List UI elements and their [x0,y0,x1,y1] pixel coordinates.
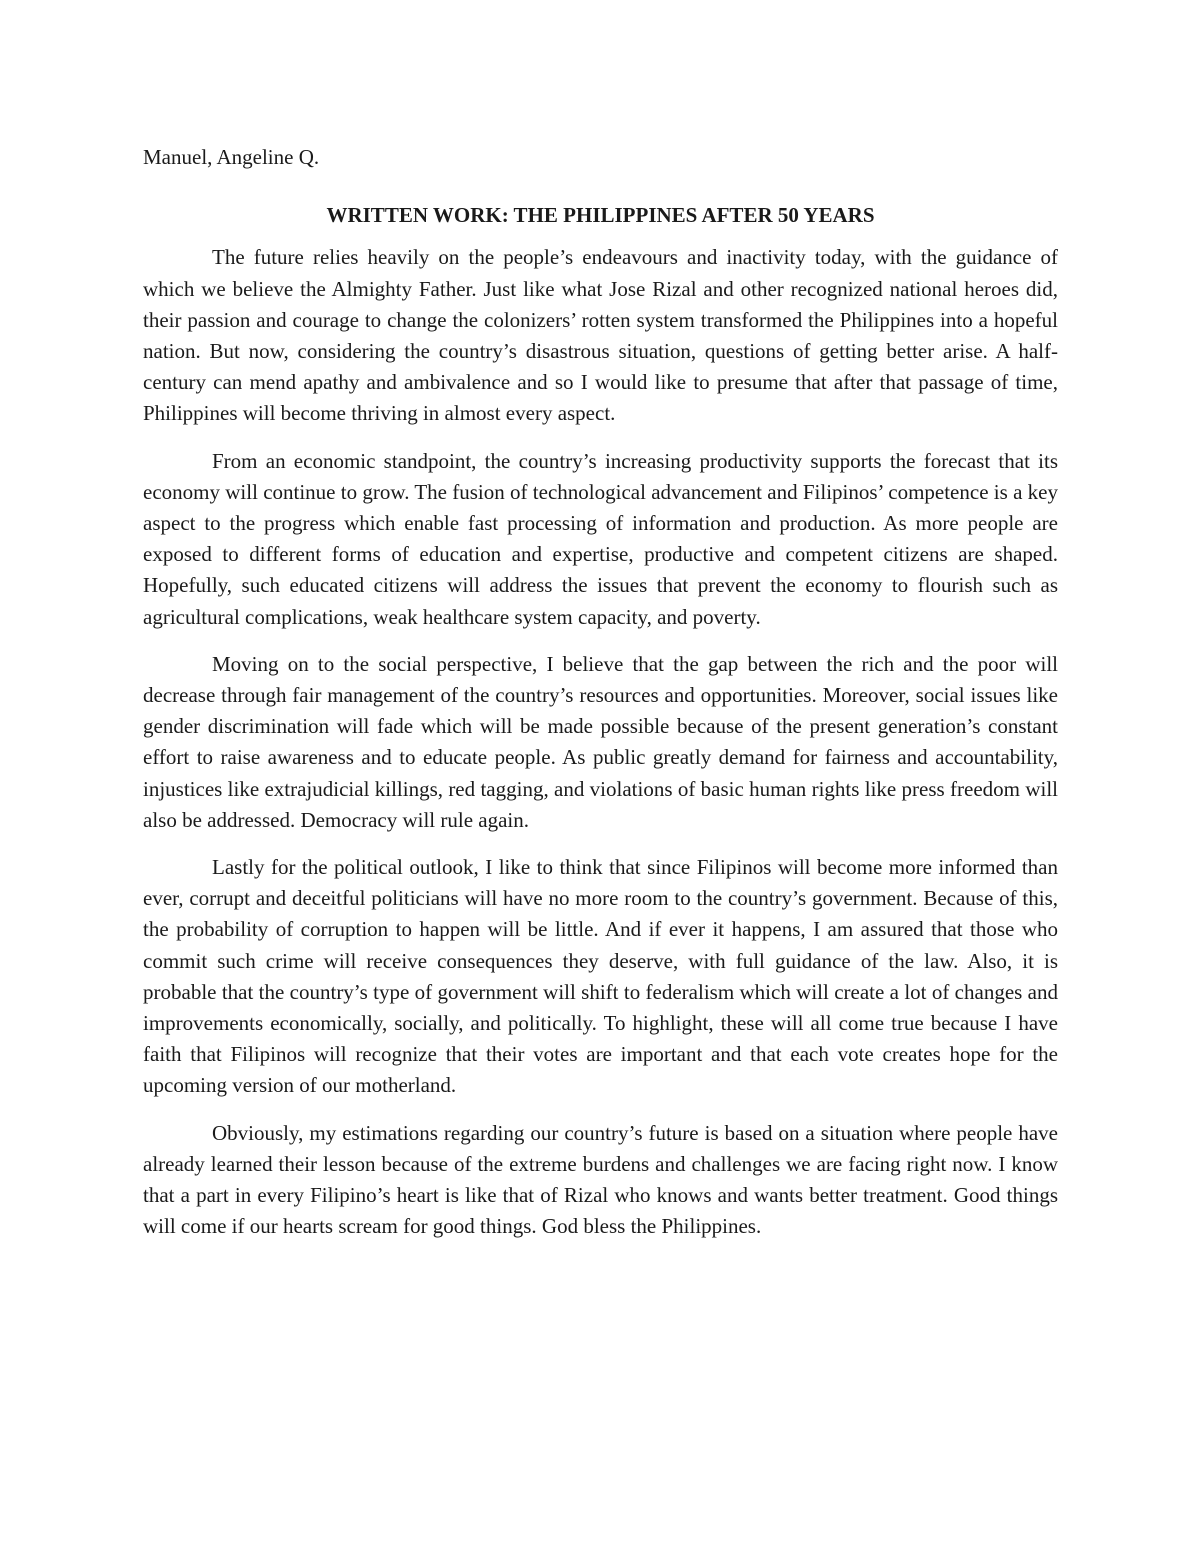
paragraph-political: Lastly for the political outlook, I like to think that since Filipinos will become more informed than ever, corrupt and deceitful politicians will have no more room to the country’s government. Because of this, the probability of corruption to happen will be little. And if ever it happens, I am assured that those who commit such crime will receive consequences they deserve, with full guidance of the law. Also, it is probable that the country’s type of government will shift to federalism which will create a lot of changes and improvements economically, socially, and politically. To highlight, these will all come true because I have faith that Filipinos will recognize that their votes are important and that each vote creates hope for the upcoming version of our motherland. [143,855,1058,1098]
paragraph-social: Moving on to the social perspective, I believe that the gap between the rich and the poor will decrease through fair management of the country’s resources and opportunities. Moreover, social issues like gender discrimination will fade which will be made possible because of the present generation’s constant effort to raise awareness and to educate people. As public greatly demand for fairness and accountability, injustices like extrajudicial killings, red tagging, and violations of basic human rights like press freedom will also be addressed. Democracy will rule again. [143,651,1058,832]
author-name: Manuel, Angeline Q. [143,145,320,169]
paragraph-introduction: The future relies heavily on the people’s endeavours and inactivity today, with the guidance of which we believe the Almighty Father. Just like what Jose Rizal and other recognized national heroes did, their passion and courage to change the colonizers’ rotten system transformed the Philippines into a hopeful nation. But now, considering the country’s disastrous situation, questions of getting better arise. A half-century can mend apathy and ambivalence and so I would like to presume that after that passage of time, Philippines will become thriving in almost every aspect. [143,245,1058,426]
document-page [143,130,1058,1243]
paragraph-economic: From an economic standpoint, the country’s increasing productivity supports the forecast that its economy will continue to grow. The fusion of technological advancement and Filipinos’ competence is a key aspect to the progress which enable fast processing of information and production. As more people are exposed to different forms of education and expertise, productive and competent citizens are shaped. Hopefully, such educated citizens will address the issues that prevent the economy to flourish such as agricultural complications, weak healthcare system capacity, and poverty. [143,448,1058,629]
document-title: WRITTEN WORK: THE PHILIPPINES AFTER 50 YEARS [326,203,875,228]
paragraph-conclusion: Obviously, my estimations regarding our country’s future is based on a situation where people have already learned their lesson because of the extreme burdens and challenges we are facing right now. I know that a part in every Filipino’s heart is like that of Rizal who knows and wants better treatment. Good things will come if our hearts scream for good things. God bless the Philippines. [143,1120,1058,1239]
